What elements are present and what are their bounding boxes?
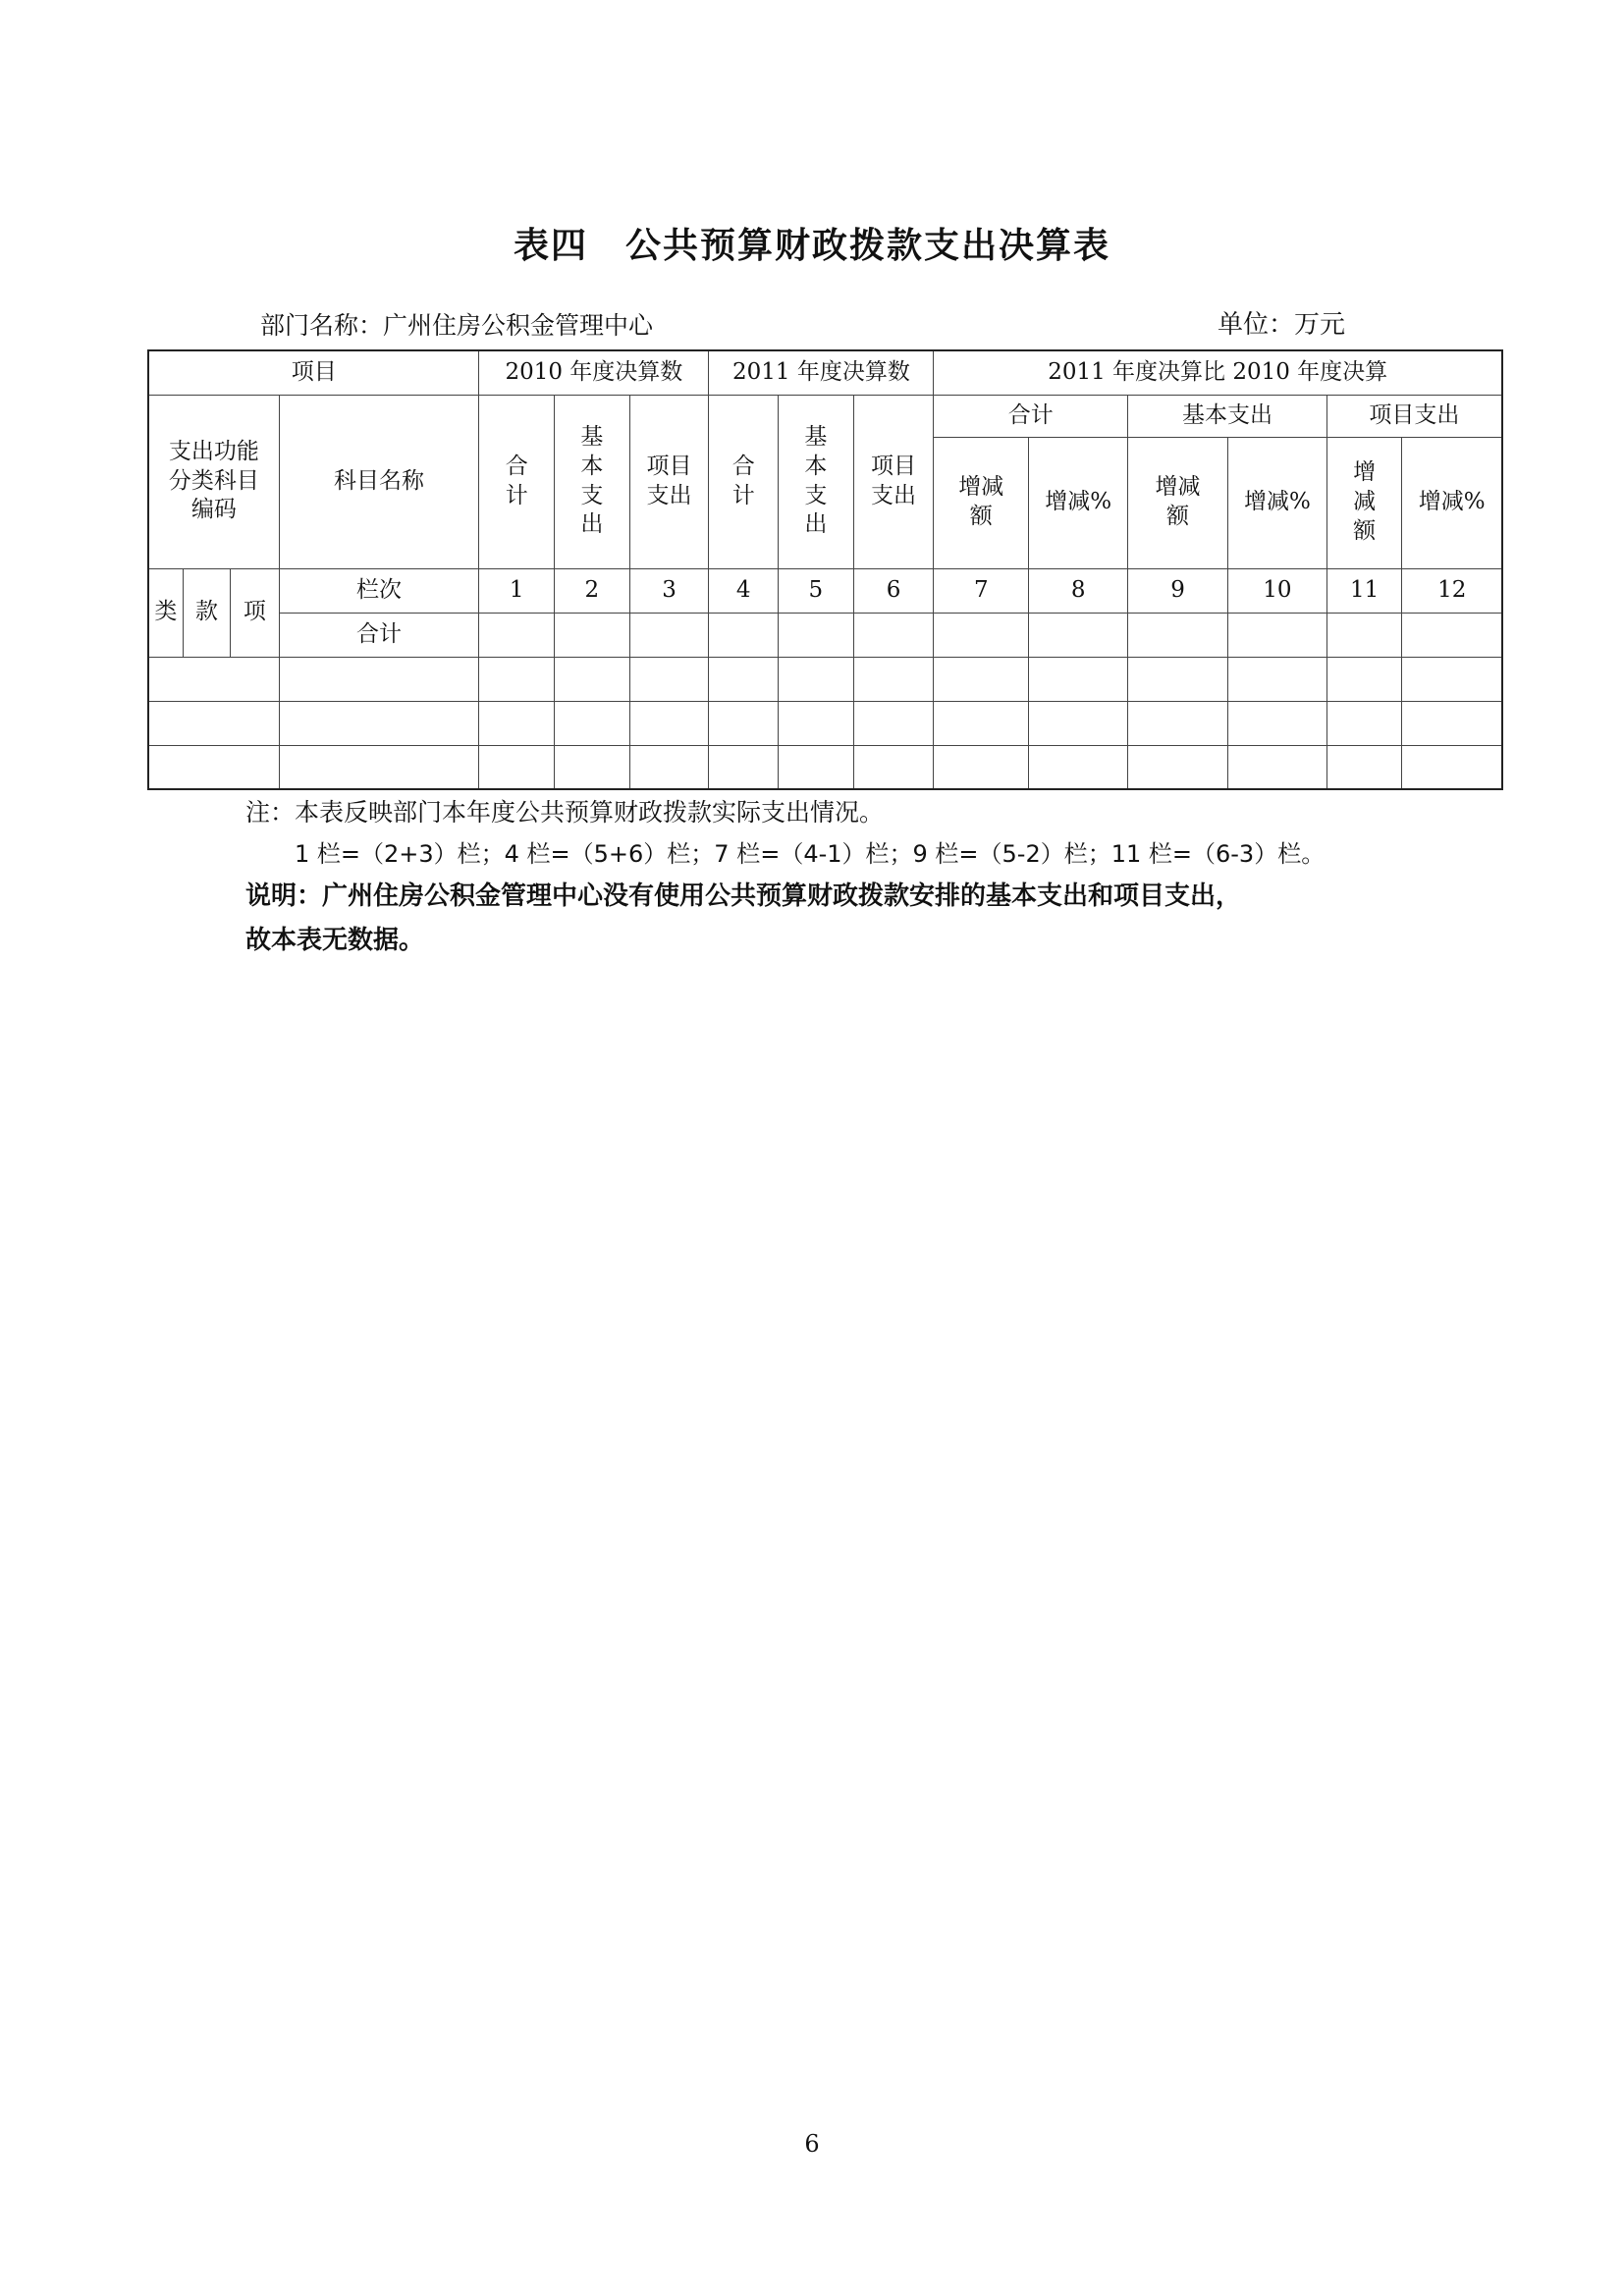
table-cell (555, 701, 630, 745)
table-cell (555, 613, 630, 657)
header-item: 项目 (148, 350, 479, 395)
table-cell (779, 657, 854, 701)
table-cell (1029, 613, 1128, 657)
table-cell (629, 613, 709, 657)
column-no-5: 5 (779, 568, 854, 613)
table-cell (1227, 613, 1326, 657)
header-2010-project: 项目 支出 (629, 395, 709, 568)
header-2011-total: 合 计 (709, 395, 779, 568)
table-cell (1128, 745, 1228, 789)
header-row-1 (148, 350, 1502, 395)
header-func-code: 支出功能 分类科目 编码 (148, 395, 279, 568)
column-no-8: 8 (1029, 568, 1128, 613)
table-cell (279, 657, 479, 701)
table-cell (853, 745, 934, 789)
header-2011-basic: 基 本 支 出 (779, 395, 854, 568)
table-cell (1227, 745, 1326, 789)
column-no-11: 11 (1326, 568, 1402, 613)
header-2011-project: 项目 支出 (853, 395, 934, 568)
table-cell (629, 745, 709, 789)
table-cell (1128, 613, 1228, 657)
column-no-3: 3 (629, 568, 709, 613)
table-row (148, 745, 1502, 789)
header-cmp-total-amt: 增减 额 (934, 437, 1029, 568)
sum-row-label: 合计 (279, 613, 479, 657)
header-2011: 2011 年度决算数 (709, 350, 934, 395)
table-cell (853, 613, 934, 657)
column-no-2: 2 (555, 568, 630, 613)
table-cell (1402, 613, 1502, 657)
table-cell (479, 701, 555, 745)
table-cell (1029, 657, 1128, 701)
unit-label: 单位：万元 (1218, 310, 1346, 340)
table-cell (934, 701, 1029, 745)
header-cmp-project-pct: 增减% (1402, 437, 1502, 568)
table-cell (853, 701, 934, 745)
header-subject-name: 科目名称 (279, 395, 479, 568)
table-cell (1326, 745, 1402, 789)
header-cmp-project: 项目支出 (1326, 395, 1502, 437)
page-title: 表四 公共预算财政拨款支出决算表 (513, 225, 1110, 266)
table-cell (1326, 701, 1402, 745)
table-cell (629, 657, 709, 701)
table-cell (779, 745, 854, 789)
column-number-row (148, 568, 1502, 613)
header-compare: 2011 年度决算比 2010 年度决算 (934, 350, 1502, 395)
table-cell (279, 701, 479, 745)
table-cell (555, 657, 630, 701)
table-row (148, 657, 1502, 701)
column-no-4: 4 (709, 568, 779, 613)
department-name: 部门名称：广州住房公积金管理中心 (260, 311, 654, 340)
page-number: 6 (804, 2130, 820, 2158)
table-cell (148, 701, 279, 745)
table-cell (629, 701, 709, 745)
header-cmp-basic: 基本支出 (1128, 395, 1327, 437)
table-cell (709, 657, 779, 701)
header-xiang: 项 (231, 568, 279, 657)
table-cell (1402, 657, 1502, 701)
table-cell (709, 613, 779, 657)
table-cell (709, 745, 779, 789)
header-cmp-basic-pct: 增减% (1227, 437, 1326, 568)
budget-table (147, 349, 1503, 790)
table-cell (1029, 745, 1128, 789)
sum-row (148, 613, 1502, 657)
table-cell (934, 745, 1029, 789)
header-row-2 (148, 395, 1502, 437)
note-line-2: 1 栏=（2+3）栏；4 栏=（5+6）栏；7 栏=（4-1）栏；9 栏=（5-2）栏；11 栏=（6-3）栏。 (295, 840, 1326, 868)
header-cmp-project-amt: 增 减 额 (1326, 437, 1402, 568)
table-row (148, 701, 1502, 745)
note-line-1: 注：本表反映部门本年度公共预算财政拨款实际支出情况。 (245, 798, 885, 827)
explanation-line-2: 故本表无数据。 (245, 926, 425, 955)
table-cell (779, 701, 854, 745)
table-cell (1227, 657, 1326, 701)
header-2010-basic: 基 本 支 出 (555, 395, 630, 568)
header-cmp-total-pct: 增减% (1029, 437, 1128, 568)
table-cell (1128, 657, 1228, 701)
table-cell (1029, 701, 1128, 745)
table-cell (934, 613, 1029, 657)
column-no-10: 10 (1227, 568, 1326, 613)
table-cell (853, 657, 934, 701)
table-cell (1326, 657, 1402, 701)
header-kuan: 款 (183, 568, 230, 657)
column-no-9: 9 (1128, 568, 1228, 613)
table-cell (148, 657, 279, 701)
table-cell (1128, 701, 1228, 745)
table-cell (479, 745, 555, 789)
table-cell (279, 745, 479, 789)
table-cell (779, 613, 854, 657)
column-no-6: 6 (853, 568, 934, 613)
table-cell (709, 701, 779, 745)
column-no-1: 1 (479, 568, 555, 613)
explanation-line-1: 说明：广州住房公积金管理中心没有使用公共预算财政拨款安排的基本支出和项目支出， (245, 881, 1242, 911)
table-cell (148, 745, 279, 789)
header-2010: 2010 年度决算数 (479, 350, 709, 395)
table-cell (1326, 613, 1402, 657)
column-no-7: 7 (934, 568, 1029, 613)
header-cmp-basic-amt: 增减 额 (1128, 437, 1228, 568)
header-lei: 类 (148, 568, 183, 657)
column-no-label: 栏次 (279, 568, 479, 613)
table-cell (934, 657, 1029, 701)
table-cell (1227, 701, 1326, 745)
table-cell (479, 657, 555, 701)
header-2010-total: 合 计 (479, 395, 555, 568)
column-no-12: 12 (1402, 568, 1502, 613)
table-cell (479, 613, 555, 657)
header-cmp-total: 合计 (934, 395, 1128, 437)
table-cell (1402, 701, 1502, 745)
table-cell (1402, 745, 1502, 789)
table-cell (555, 745, 630, 789)
